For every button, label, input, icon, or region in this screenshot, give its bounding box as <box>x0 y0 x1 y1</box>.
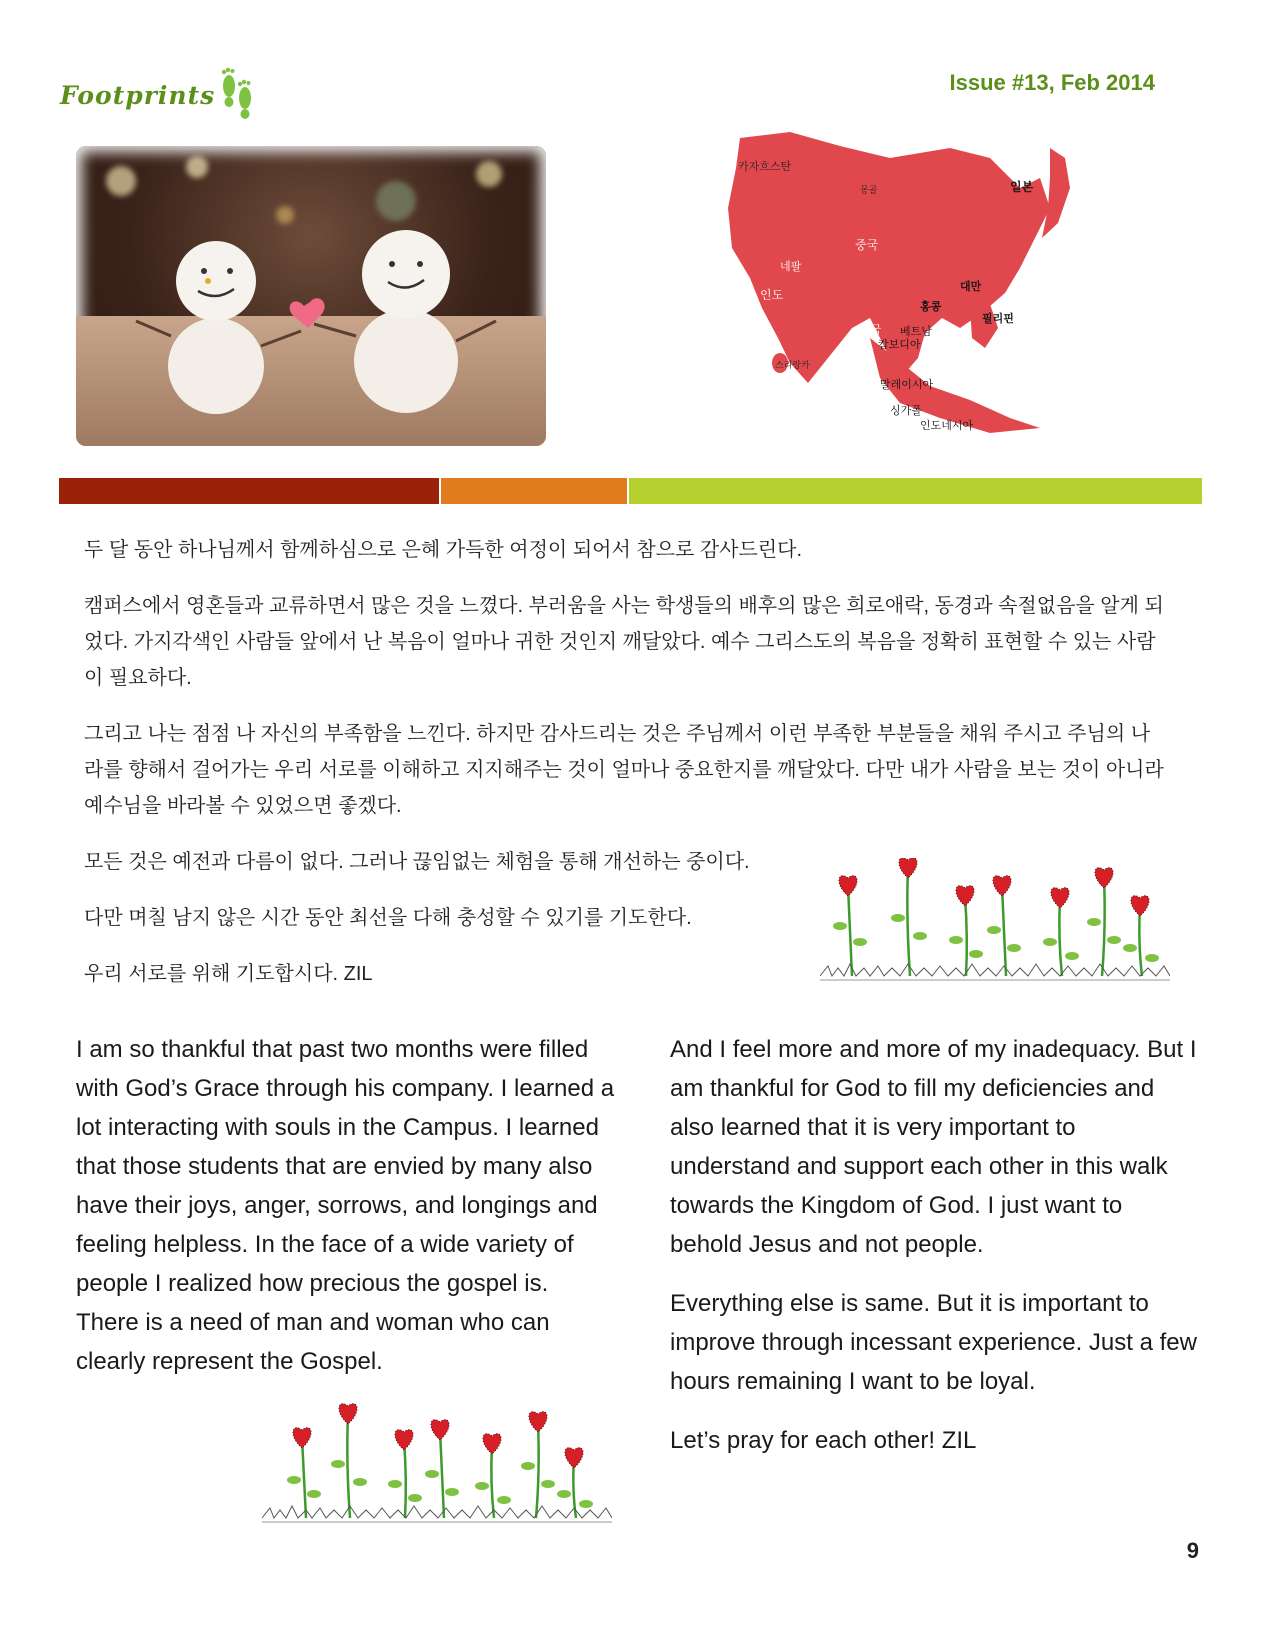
logo <box>60 64 259 126</box>
korean-paragraph: 두 달 동안 하나님께서 함께하심으로 은혜 가득한 여정이 되어서 참으로 감사드린다. <box>84 539 803 561</box>
map-label: 카자흐스탄 <box>738 161 792 173</box>
map-label: 일본 <box>1010 180 1034 194</box>
map-label: 싱가폴 <box>890 405 922 417</box>
korean-paragraph: 모든 것은 예전과 다름이 없다. 그러나 끊임없는 체험을 통해 개선하는 중이다. <box>84 851 750 873</box>
korean-paragraph: 우리 서로를 위해 기도합시다. ZIL <box>84 963 373 985</box>
page-number: 9 <box>1186 1538 1199 1563</box>
map-label: 필리핀 <box>982 313 1014 325</box>
map-label: 캄보디아 <box>878 339 921 351</box>
map-label: 말레이시아 <box>880 379 934 391</box>
english-paragraph: Everything else is same. But it is important to improve through incessant experience. Just a few hours remaining I want to be loyal. <box>670 1290 1197 1395</box>
map-label: 베트남 <box>900 326 932 338</box>
heart-flowers-illustration <box>262 1400 612 1530</box>
logo-text: Footprints <box>60 80 216 110</box>
map-label: 스리랑카 <box>775 360 810 370</box>
korean-paragraph: 캠퍼스에서 영혼들과 교류하면서 많은 것을 느꼈다. 부러움을 사는 학생들의 배후의 많은 희로애락, 동경과 속절없음을 알게 되었다. 가지각색인 사람들 앞에서 난 복음이 얼마나 귀한 것인지 깨달았다. 예수 그리스도의 복음을 정확히 표현할 수 있는 사람이 필요하다. <box>84 595 1164 689</box>
english-paragraph: I am so thankful that past two months were filled with God’s Grace through his company. I learned a lot interacting with souls in the Campus. I learned that those students that are envied by many also have their joys, anger, sorrows, and longings and feeling helpless. In the face of a wide variety of people I realized how precious the gospel is. There is a need of man and woman who can clearly represent the Gospel. <box>76 1036 615 1375</box>
footprints-icon <box>215 64 259 126</box>
korean-paragraph: 그리고 나는 점점 나 자신의 부족함을 느낀다. 하지만 감사드리는 것은 주님께서 이런 부족한 부분들을 채워 주시고 주님의 나라를 향해서 걸어가는 우리 서로를 이해하고 지지해주는 것이 얼마나 중요한지를 깨달았다. 다만 내가 사람을 보는 것이 아니라 예수님을 바라볼 수 있었으면 좋겠다. <box>84 723 1164 817</box>
map-label: 홍콩 <box>920 301 942 313</box>
issue-label: Issue #13, Feb 2014 <box>949 70 1155 95</box>
color-bar-orange <box>441 478 627 504</box>
korean-paragraph: 다만 며칠 남지 않은 시간 동안 최선을 다해 충성할 수 있기를 기도한다. <box>84 907 692 929</box>
english-column-left <box>76 1030 616 1401</box>
english-paragraph: And I feel more and more of my inadequacy. But I am thankful for God to fill my deficiencies and also learned that it is very important to understand and support each other in this walk towards the Kingdom of God. I just want to behold Jesus and not people. <box>670 1036 1197 1258</box>
asia-map <box>720 128 1100 458</box>
snowmen-photo <box>76 146 546 446</box>
map-label: 몽골 <box>860 185 878 195</box>
color-bar-red <box>59 478 439 504</box>
english-column-right <box>670 1030 1200 1480</box>
map-label: 인도네시아 <box>920 420 974 432</box>
english-paragraph: Let’s pray for each other! ZIL <box>670 1427 977 1454</box>
map-label: 중국 <box>855 238 879 252</box>
heart-flowers-illustration <box>820 858 1170 988</box>
map-label: 태국 <box>860 324 882 336</box>
map-label: 인도 <box>760 288 784 302</box>
map-label: 네팔 <box>780 261 802 273</box>
map-label: 대만 <box>960 281 982 293</box>
color-bar-green <box>629 478 1202 504</box>
